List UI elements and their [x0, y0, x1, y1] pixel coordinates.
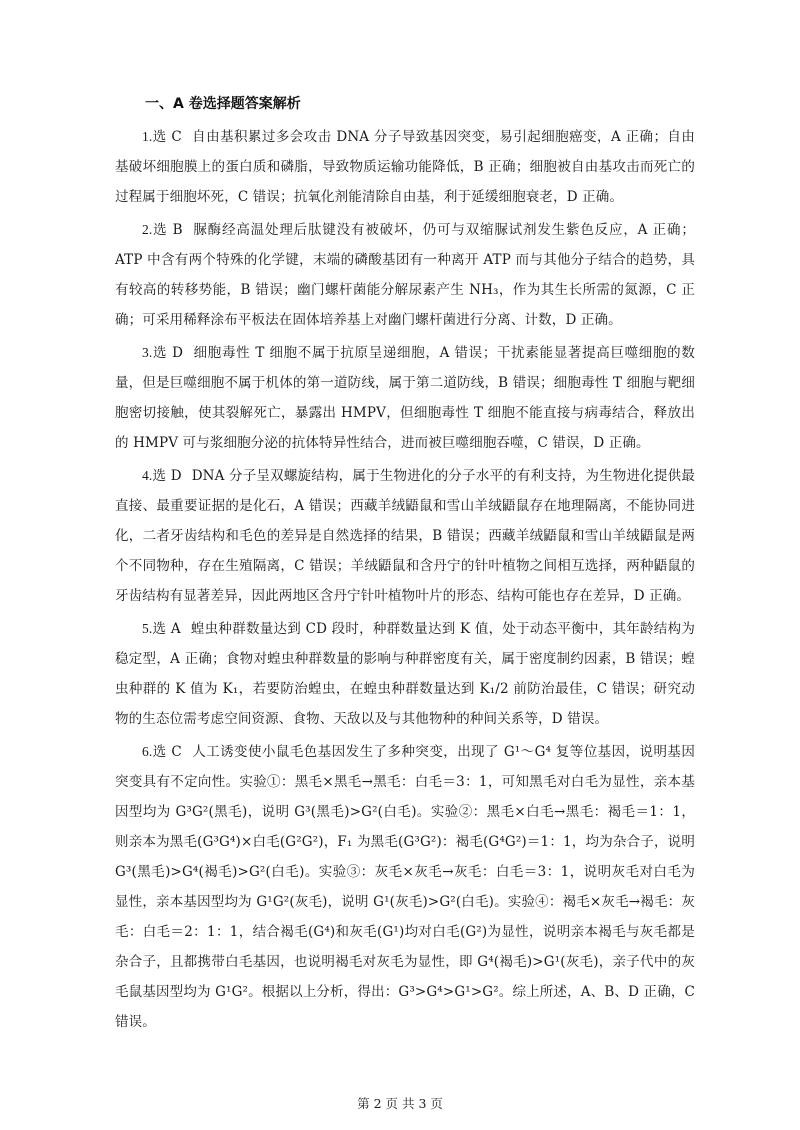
explanation-text: 细胞毒性 T 细胞不属于抗原呈递细胞，A 错误；干扰素能显著提高巨噬细胞的数量，但是巨噬细胞不属于机体的第一道防线，属于第二道防线，B 错误；细胞毒性 T 细胞与靶细胞密切接触，使其裂解死亡，暴露出 HMPV，但细胞毒性 T 细胞不能直接与病毒结合，释放出的 HMPV 可与浆细胞分泌的抗体特异性结合，进而被巨噬细胞吞噬，C 错误，D 正确。: [115, 345, 695, 451]
question-number: 1.: [142, 129, 153, 144]
explanation-text: 自由基积累过多会攻击 DNA 分子导致基因突变，易引起细胞癌变，A 正确；自由基破坏细胞膜上的蛋白质和磷脂，导致物质运输功能降低，B 正确；细胞被自由基攻击而死亡的过程属于细胞坏死，C 错误；抗氧化剂能清除自由基，利于延缓细胞衰老，D 正确。: [115, 129, 695, 205]
question-number: 3.: [142, 345, 153, 360]
answer-choice: 选 A: [152, 621, 181, 637]
explanation-text: 蝗虫种群数量达到 CD 段时，种群数量达到 K 值，处于动态平衡中，其年龄结构为稳定型，A 正确；食物对蝗虫种群数量的影响与种群密度有关，属于密度制约因素，B 错误；蝗虫种群的 K 值为 K₁，若要防治蝗虫，在蝗虫种群数量达到 K₁/2 前防治最佳，C 错误；研究动物的生态位需考虑空间资源、食物、天敌以及与其他物种的种间关系等，D 错误。: [115, 621, 695, 727]
question-4: [115, 461, 695, 611]
explanation-text: 人工诱变使小鼠毛色基因发生了多种突变，出现了 G¹～G⁴ 复等位基因，说明基因突变具有不定向性。实验①：黑毛×黑毛→黑毛：白毛＝3：1，可知黑毛对白毛为显性，亲本基因型均为 G³G²(黑毛)，说明 G³(黑毛)>G²(白毛)。实验②：黑毛×白毛→黑毛：褐毛＝1：1，则亲本为黑毛(G³G⁴)×白毛(G²G²)，F₁ 为黑毛(G³G²)：褐毛(G⁴G²)＝1：1，均为杂合子，说明 G³(黑毛)>G⁴(褐毛)>G²(白毛)。实验③：灰毛×灰毛→灰毛：白毛＝3：1，说明灰毛对白毛为显性，亲本基因型均为 G¹G²(灰毛)，说明 G¹(灰毛)>G²(白毛)。实验④：褐毛×灰毛→褐毛：灰毛：白毛＝2：1：1，结合褐毛(G⁴)和灰毛(G¹)均对白毛(G²)为显性，说明亲本褐毛与灰毛都是杂合子，且都携带白毛基因，也说明褐毛对灰毛为显性，即 G⁴(褐毛)>G¹(灰毛)，亲子代中的灰毛鼠基因型均为 G¹G²。根据以上分析，得出：G³>G⁴>G¹>G²。综上所述，A、B、D 正确，C 错误。: [115, 744, 695, 1030]
answer-content: [115, 88, 695, 1040]
answer-choice: 选 B: [152, 222, 183, 238]
question-3: [115, 338, 695, 458]
question-paragraph: [115, 737, 695, 1037]
question-paragraph: [115, 614, 695, 734]
question-number: 6.: [142, 744, 153, 759]
question-paragraph: [115, 461, 695, 611]
question-paragraph: [115, 338, 695, 458]
page-footer: 第 2 页 共 3 页: [357, 1096, 443, 1111]
answer-choice: 选 C: [152, 744, 182, 760]
answer-choice: 选 D: [152, 468, 182, 484]
section-title: 一、A 卷选择题答案解析: [145, 96, 301, 112]
explanation-text: 脲酶经高温处理后肽键没有被破坏，仍可与双缩脲试剂发生紫色反应，A 正确；ATP 中含有两个特殊的化学键，末端的磷酸基团有一种离开 ATP 而与其他分子结合的趋势，具有较高的转移势能，B 错误；幽门螺杆菌能分解尿素产生 NH₃，作为其生长所需的氮源，C 正确；可采用稀释涂布平板法在固体培养基上对幽门螺杆菌进行分离、计数，D 正确。: [115, 222, 695, 328]
explanation-text: DNA 分子呈双螺旋结构，属于生物进化的分子水平的有利支持，为生物进化提供最直接、最重要证据的是化石，A 错误；西藏羊绒鼯鼠和雪山羊绒鼯鼠存在地理隔离，不能协同进化，二者牙齿结构和毛色的差异是自然选择的结果，B 错误；西藏羊绒鼯鼠和雪山羊绒鼯鼠是两个不同物种，存在生殖隔离，C 错误；羊绒鼯鼠和含丹宁的针叶植物之间相互选择，两种鼯鼠的牙齿结构有显著差异，因此两地区含丹宁针叶植物叶片的形态、结构可能也存在差异，D 正确。: [115, 468, 695, 604]
answer-choice: 选 D: [152, 345, 184, 361]
question-number: 5.: [142, 621, 153, 636]
question-2: [115, 215, 695, 335]
answer-choice: 选 C: [152, 129, 182, 145]
question-paragraph: [115, 215, 695, 335]
question-5: [115, 614, 695, 734]
question-number: 2.: [142, 222, 153, 237]
question-number: 4.: [142, 468, 153, 483]
question-6: [115, 737, 695, 1037]
question-1: [115, 122, 695, 212]
question-paragraph: [115, 122, 695, 212]
